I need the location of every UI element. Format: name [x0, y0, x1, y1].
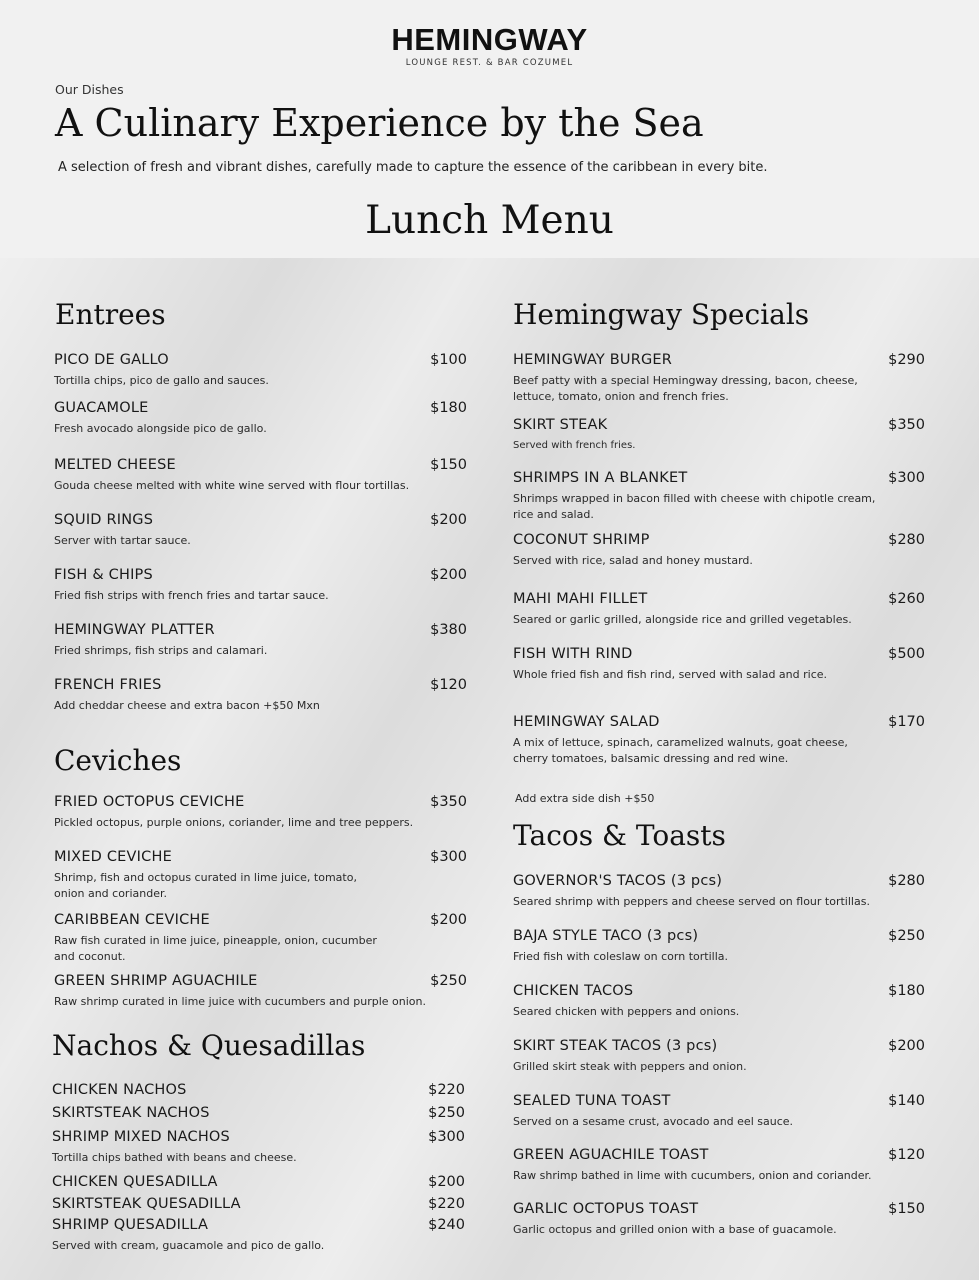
- item-name: COCONUT SHRIMP: [513, 532, 650, 548]
- item-name: GREEN AGUACHILE TOAST: [513, 1147, 709, 1163]
- item-name: SEALED TUNA TOAST: [513, 1093, 671, 1109]
- item-price: $120: [430, 677, 467, 693]
- item-name: FRENCH FRIES: [54, 677, 162, 693]
- item-price: $300: [430, 849, 467, 865]
- item-name: GREEN SHRIMP AGUACHILE: [54, 973, 258, 989]
- item-name: PICO DE GALLO: [54, 352, 169, 368]
- kicker: Our Dishes: [55, 82, 124, 97]
- item-name: SKIRTSTEAK NACHOS: [52, 1105, 210, 1121]
- item-description: Seared chicken with peppers and onions.: [513, 1005, 740, 1018]
- item-name: SHRIMPS IN A BLANKET: [513, 470, 688, 486]
- item-description-line-1: Raw fish curated in lime juice, pineapple, onion, cucumber: [54, 934, 377, 947]
- item-description-line-2: and coconut.: [54, 950, 126, 963]
- section-title-entrees: Entrees: [55, 298, 166, 331]
- item-description: Served with french fries.: [513, 440, 636, 451]
- item-description: Whole fried fish and fish rind, served with salad and rice.: [513, 668, 828, 681]
- item-description: Grilled skirt steak with peppers and onion.: [513, 1060, 747, 1073]
- item-price: $250: [428, 1105, 465, 1121]
- intro-text: A selection of fresh and vibrant dishes, carefully made to capture the essence of the caribbean in every bite.: [58, 160, 768, 175]
- item-price: $140: [888, 1093, 925, 1109]
- item-price: $220: [428, 1082, 465, 1098]
- section-title-specials: Hemingway Specials: [513, 298, 810, 331]
- item-price: $250: [430, 973, 467, 989]
- item-name: HEMINGWAY PLATTER: [54, 622, 215, 638]
- item-price: $170: [888, 714, 925, 730]
- item-description-line-2: rice and salad.: [513, 508, 594, 521]
- item-price: $380: [430, 622, 467, 638]
- item-name: MELTED CHEESE: [54, 457, 176, 473]
- item-description-line-1: Shrimps wrapped in bacon filled with cheese with chipotle cream,: [513, 492, 876, 505]
- brand-name: HEMINGWAY: [391, 22, 588, 57]
- item-name: SHRIMP MIXED NACHOS: [52, 1129, 230, 1145]
- item-description: Seared or garlic grilled, alongside rice and grilled vegetables.: [513, 613, 852, 626]
- item-price: $280: [888, 873, 925, 889]
- item-name: SKIRT STEAK: [513, 417, 608, 433]
- item-name: GUACAMOLE: [54, 400, 149, 416]
- item-description: Served on a sesame crust, avocado and eel sauce.: [513, 1115, 794, 1128]
- item-description: Fresh avocado alongside pico de gallo.: [54, 422, 267, 435]
- item-description: Tortilla chips, pico de gallo and sauces.: [54, 374, 269, 387]
- item-price: $240: [428, 1217, 465, 1233]
- item-description: Pickled octopus, purple onions, coriander, lime and tree peppers.: [54, 816, 414, 829]
- item-description: Fried fish strips with french fries and tartar sauce.: [54, 589, 329, 602]
- item-description: Served with rice, salad and honey mustard.: [513, 554, 753, 567]
- item-description-line-1: Beef patty with a special Hemingway dressing, bacon, cheese,: [513, 374, 858, 387]
- menu-title: Lunch Menu: [365, 198, 614, 243]
- item-description: Tortilla chips bathed with beans and cheese.: [52, 1151, 297, 1164]
- item-description: Gouda cheese melted with white wine served with flour tortillas.: [54, 479, 410, 492]
- item-price: $150: [430, 457, 467, 473]
- item-name: SHRIMP QUESADILLA: [52, 1217, 209, 1233]
- item-price: $200: [430, 567, 467, 583]
- item-description-line-1: Shrimp, fish and octopus curated in lime juice, tomato,: [54, 871, 357, 884]
- headline: A Culinary Experience by the Sea: [55, 101, 704, 145]
- item-description: Raw shrimp curated in lime juice with cucumbers and purple onion.: [54, 995, 426, 1008]
- item-price: $200: [430, 912, 467, 928]
- item-name: FISH WITH RIND: [513, 646, 633, 662]
- brand-logo: [0, 22, 979, 68]
- item-description-line-2: lettuce, tomato, onion and french fries.: [513, 390, 729, 403]
- item-name: HEMINGWAY SALAD: [513, 714, 660, 730]
- item-price: $280: [888, 532, 925, 548]
- section-title-ceviches: Ceviches: [54, 744, 182, 777]
- item-description: Fried fish with coleslaw on corn tortilla.: [513, 950, 728, 963]
- item-name: MIXED CEVICHE: [54, 849, 172, 865]
- item-price: $180: [888, 983, 925, 999]
- item-price: $100: [430, 352, 467, 368]
- item-price: $300: [888, 470, 925, 486]
- item-name: GARLIC OCTOPUS TOAST: [513, 1201, 699, 1217]
- item-price: $290: [888, 352, 925, 368]
- item-name: CHICKEN NACHOS: [52, 1082, 187, 1098]
- extra-side-note: Add extra side dish +$50: [515, 792, 655, 805]
- item-description-line-1: A mix of lettuce, spinach, caramelized walnuts, goat cheese,: [513, 736, 848, 749]
- item-name: FRIED OCTOPUS CEVICHE: [54, 794, 245, 810]
- item-description-line-2: cherry tomatoes, balsamic dressing and red wine.: [513, 752, 789, 765]
- item-price: $200: [888, 1038, 925, 1054]
- item-price: $300: [428, 1129, 465, 1145]
- section-title-nachos-quesadillas: Nachos & Quesadillas: [52, 1029, 366, 1062]
- item-name: SKIRTSTEAK QUESADILLA: [52, 1196, 241, 1212]
- section-title-tacos-toasts: Tacos & Toasts: [513, 819, 726, 852]
- item-price: $200: [430, 512, 467, 528]
- item-name: BAJA STYLE TACO (3 pcs): [513, 928, 699, 944]
- item-name: SKIRT STEAK TACOS (3 pcs): [513, 1038, 718, 1054]
- item-name: MAHI MAHI FILLET: [513, 591, 648, 607]
- item-price: $350: [430, 794, 467, 810]
- item-price: $180: [430, 400, 467, 416]
- item-name: HEMINGWAY BURGER: [513, 352, 673, 368]
- item-price: $500: [888, 646, 925, 662]
- item-description: Server with tartar sauce.: [54, 534, 191, 547]
- item-name: GOVERNOR'S TACOS (3 pcs): [513, 873, 723, 889]
- item-price: $150: [888, 1201, 925, 1217]
- item-name: CHICKEN QUESADILLA: [52, 1174, 218, 1190]
- item-description: Add cheddar cheese and extra bacon +$50 Mxn: [54, 699, 320, 712]
- item-description-line-2: onion and coriander.: [54, 887, 167, 900]
- item-price: $250: [888, 928, 925, 944]
- item-price: $200: [428, 1174, 465, 1190]
- brand-tagline: LOUNGE REST. & BAR COZUMEL: [405, 58, 574, 68]
- item-name: FISH & CHIPS: [54, 567, 153, 583]
- item-description: Garlic octopus and grilled onion with a base of guacamole.: [513, 1223, 837, 1236]
- item-description: Raw shrimp bathed in lime with cucumbers, onion and coriander.: [513, 1169, 872, 1182]
- item-price: $120: [888, 1147, 925, 1163]
- item-price: $350: [888, 417, 925, 433]
- item-description: Served with cream, guacamole and pico de gallo.: [52, 1239, 325, 1252]
- item-name: CARIBBEAN CEVICHE: [54, 912, 210, 928]
- item-price: $220: [428, 1196, 465, 1212]
- item-name: SQUID RINGS: [54, 512, 154, 528]
- page-header: [0, 0, 979, 258]
- item-description: Seared shrimp with peppers and cheese served on flour tortillas.: [513, 895, 870, 908]
- item-description: Fried shrimps, fish strips and calamari.: [54, 644, 268, 657]
- item-name: CHICKEN TACOS: [513, 983, 634, 999]
- item-price: $260: [888, 591, 925, 607]
